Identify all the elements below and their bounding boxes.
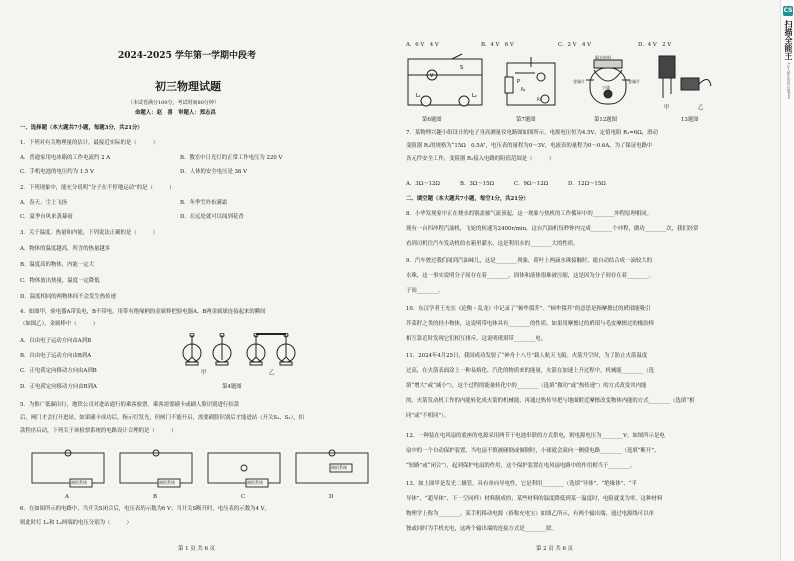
q6-stem-line2: 则此时灯 L₁和 L₂两端的电压分别为（ ） [20, 520, 132, 526]
q3-option-d: D．温度相同的两物体间不会发生热传递 [20, 294, 116, 300]
q3-option-b: B．温度高的物体，内能一定大 [20, 262, 95, 268]
q5-box-c-label: 闸机系统 [247, 480, 263, 485]
q6-option-a: A．6 V 4 V [406, 42, 439, 48]
q13-line4: 独或同时为手机充电，这两个输出端的连接方式是________联。 [406, 526, 557, 532]
svg-text:P: P [517, 79, 521, 85]
q5-box-a-label: 闸机系统 [71, 480, 87, 485]
q4-figure [176, 333, 306, 388]
fig12-right-label: 金属片 [628, 79, 640, 84]
q2-stem: 2．下列现象中，能充分说明“分子在不停地运动”的是（ ） [20, 185, 175, 191]
q13-line1: 13．如上图甲是发光二极管，具有单向导电性，它是利用________（选填“导体”、“绝缘体”、“半 [406, 481, 637, 487]
q2-option-c: C．夏季台风来袭暴雨 [20, 214, 73, 220]
fig12-caption: 第12题图 [594, 117, 618, 123]
q11-line4: 的。火箭发动机工作的内能转化成火箭的机械能，再通过热传导把与地面附近摩擦改变物体内能的方式________（选填“相 [406, 398, 695, 404]
q12-line3: “短路”或“闭合”），起到保护电扇的作用，这个保护装置在电风扇电路中的作用相当于________。 [406, 463, 636, 469]
q13-device-figure [651, 52, 717, 112]
q6-option-d: D．4 V 2 V [638, 42, 672, 48]
q3-option-c: C．物体放出热量，温度一定降低 [20, 278, 100, 284]
q8-line1: 8．小华发现家中正在烧水的锅盖被气流顶起，这一现象与热机的工作循环中的________冲程原理相同。 [406, 211, 653, 217]
scanner-logo-icon: CS [783, 7, 793, 14]
q7-stem-line2: 变阻器 R₂的规格为“15Ω 0.5A”，电压表的量程为0～3V，电流表的量程为0～0.6A，为了保证电路中 [406, 143, 653, 149]
q1-option-a: A．普通家用电冰箱的工作电流约 2 A [20, 155, 111, 161]
q6-stem-line1: 6．在如图所示的电路中，当开关S闭合后，电压表的示数为6 V；当开关S断开时，电压表的示数为4 V， [20, 506, 270, 512]
q10-line2: 芥菜籽之类的轻小物体，这说明带电体具有________的性质。如果用摩擦过的玳瑁与毛皮摩擦过的橡胶棒 [406, 321, 654, 327]
q12-line1: 12．一种装在电风扇的底座的电源采用两节干电池串联的方式供电，则电源电压为________V。如图所示是电 [406, 433, 665, 439]
q5-stem-line3: 款程序启动，下列关于该检票系统的电路设计合理的是（ ） [20, 428, 177, 434]
q11-line3: 填“增大”或“减小”），这个过程的能量转化中的________（选填“做功”或“热传递”）的方式改变其内能 [406, 383, 647, 389]
q4-figure-caption: 第4题图 [222, 384, 242, 390]
right-page [398, 0, 778, 561]
q13-line2: 导体”、“超导体”、下一空同样）材料制成的；某些材料的温度降低到某一温度时，电阻就变为零，这种材料 [406, 496, 663, 502]
q8-line3: 看到司机往汽车发动机的水箱里灌水，这是利用水的________大的性质。 [406, 241, 579, 247]
q6-option-c: C．2 V 4 V [558, 42, 591, 48]
q3-option-a: A．物体的温度越高，所含的热量越多 [20, 246, 111, 252]
fig6-caption: 第6题图 [422, 117, 442, 123]
fig12-left-label: 金属片 [573, 79, 585, 84]
q1-stem: 1．下列对有关物理量的估计，最接近实际的是（ ） [20, 140, 159, 146]
q4-figure-right-label: 乙 [269, 370, 275, 376]
q4-option-b: B．自由电子运动方向由B到A [20, 353, 92, 359]
left-page-footer: 第 1 页 共 6 页 [178, 546, 215, 552]
q4-option-d: D．正电荷定向移动方向由B到A [20, 384, 97, 390]
q5-box-b-label: 闸机系统 [159, 480, 175, 485]
q7-stem-line1: 7．某物理兴趣小组设计的电子身高测量仪电路图如图所示，电源电压恒为4.5V，定值电阻 R₁=6Ω，滑动 [406, 130, 658, 136]
q2-option-d: D．在远处就可以闻到花香 [180, 214, 244, 220]
q5-stem-line1: 5．为推广低碳出行，地铁公司对进站通行的乘客验票。乘客需要刷卡或刷人脸识别进行扣款 [20, 402, 240, 408]
q5-box-d-label: 闸机系统 [331, 465, 347, 470]
q4-option-a: A．自由电子运动方向由A到B [20, 338, 92, 344]
exam-title: 2024-2025 学年第一学期中段考 [118, 51, 256, 61]
q11-line1: 11．2024年4月25日，我国成功发射了“神舟十八号”载人航天飞船。火箭升空时，为了防止火箭温度 [406, 353, 648, 359]
scanner-app-tagline: 3亿人都在用的扫描App [787, 62, 791, 100]
section-2-heading: 二、填空题（本大题共7小题，每空1分，共21分） [406, 196, 529, 202]
svg-text:R₁: R₁ [537, 97, 542, 102]
q13-line3: 物理学上称为________。某手机移动电源（俗称充电宝）如图乙所示，有两个输出端，通过电源线可以单 [406, 511, 654, 517]
q1-option-d: D．人体的安全电压是 36 V [180, 169, 248, 175]
fig12-center-label: 小球 [602, 85, 610, 90]
fig13-caption: 13题图 [681, 117, 699, 123]
q7-option-a: A．3Ω～12Ω [406, 181, 440, 187]
q7-option-b: B．3Ω～15Ω [460, 181, 494, 187]
svg-text:R₂: R₂ [521, 87, 526, 92]
q7-option-c: C．9Ω～12Ω [514, 181, 549, 187]
fig13-b-label: 乙 [698, 105, 704, 111]
q1-option-b: B．教室中日光灯的正常工作电压为 220 V [180, 155, 283, 161]
q7-option-d: D．12Ω～15Ω [568, 181, 606, 187]
q7-circuit-figure [501, 53, 571, 113]
q5-option-a-label: A [65, 494, 69, 500]
fig13-a-label: 甲 [664, 105, 670, 111]
exam-info: （本试卷满分100分，考试时间80分钟） [128, 100, 219, 106]
svg-text:V: V [430, 73, 434, 79]
q1-option-c: C．手机电池的电压约为 1.5 V [20, 169, 94, 175]
q10-line3: 相互靠近时发现它们相互排斥，这说明玳瑁带________电。 [406, 336, 547, 342]
svg-text:L₁: L₁ [416, 93, 421, 99]
q7-stem-line3: 各元件安全工作，变阻器 R₂接入电路的阻值范围是（ ） [406, 156, 555, 162]
q2-option-b: B．冬季雪外布满霜 [180, 200, 228, 206]
q4-figure-left-label: 甲 [201, 370, 207, 376]
q5-circuits [30, 448, 370, 492]
q9-line2: 水珠，这一事实说明分子间存在着________，固体和液体很难被压缩，这是因为分子间存在着________。 [406, 273, 654, 279]
scanner-watermark-strip [780, 0, 794, 561]
fig12-top-label: 隔水材料 [595, 55, 611, 60]
q4-stem-line1: 4．如图甲，验电器A带负电，B不带电。用带有绝缘柄的金属棒把验电器A、B两金属球连接起来的瞬间 [20, 309, 266, 315]
q12-line2: 扇中的一个自动保护装置，当电扇不慎被碰倒或倾倒时，小球就会滚向一侧使电路________（选填“断开”、 [406, 448, 660, 454]
q5-option-c-label: C [241, 494, 246, 500]
exam-subtitle: 初三物理试题 [155, 80, 221, 93]
q3-stem: 3．关于温度、热量和内能，下列说法正确的是（ ） [20, 230, 159, 236]
exam-authors: 命题人：赵 喜 审题人：郑志昌 [135, 110, 216, 116]
q11-line5: 同”或“不相同”）。 [406, 413, 450, 419]
svg-text:L₂: L₂ [472, 93, 477, 99]
q5-option-b-label: B [153, 494, 157, 500]
q4-stem-line2: （如图乙），金属棒中（ ） [20, 321, 99, 327]
q6-option-b: B．4 V 6 V [481, 42, 514, 48]
q6-circuit-figure [404, 53, 488, 113]
fig7-caption: 第7题图 [516, 117, 536, 123]
q4-option-c: C．正电荷定向移动方向由A到B [20, 368, 97, 374]
left-page [0, 0, 395, 561]
q9-line1: 9．汽车驶过我们闻到汽油味儿，这是________现象，荷叶上两滴水珠接触时，能自动结合成一滴较大的 [406, 258, 653, 264]
right-page-footer: 第 2 页 共 6 页 [536, 546, 573, 552]
q8-line2: 现有一台四冲程汽油机，飞轮的转速为2400r/min，这台汽油机每秒钟内完成________个冲程，做功________次，我们经常 [406, 226, 699, 232]
q5-stem-line2: 后，闸门才会打开进站。如果刷卡成功后，指示灯发光，但闸门不能开启，需要刷脸识别后才能进站（开关S₁、S₂），扣 [20, 415, 304, 421]
q11-line2: 过高，在火箭表面涂上一种易熔化、汽化的物质来的能量，火箭在加速上升过程中，机械能________（选 [406, 368, 654, 374]
svg-text:S: S [460, 65, 464, 71]
q5-option-d-label: D [329, 494, 334, 500]
section-1-heading: 一、选择题（本大题共7小题，每题3分，共21分） [20, 125, 143, 131]
scanner-app-title: 扫描全能王 [784, 20, 793, 60]
q10-line1: 10．东汉学者王充在《论衡・乱龙》中记录了“顿牟掇芥”。“顿牟掇芥”的意思是指摩擦过的玳瑁能吸引 [406, 306, 651, 312]
q9-line3: 子间________。 [406, 288, 444, 294]
q2-option-a: A．春天，尘土飞扬 [20, 200, 68, 206]
